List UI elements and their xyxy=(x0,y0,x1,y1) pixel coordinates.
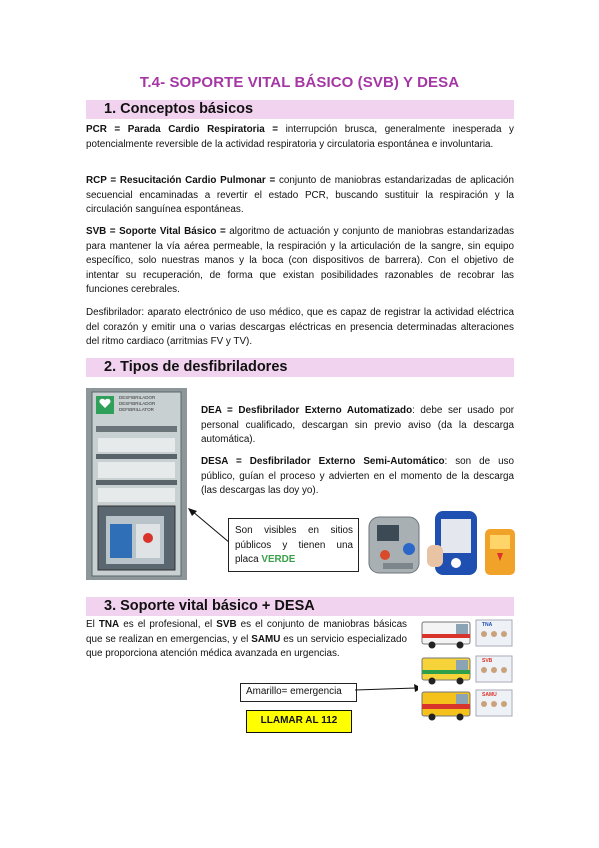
term-svb: SVB = Soporte Vital Básico = xyxy=(86,226,226,237)
svb-desa-text: es el profesional, el xyxy=(119,619,217,630)
callout-text xyxy=(235,524,353,568)
term-pcr: PCR = Parada Cardio Respiratoria = xyxy=(86,124,279,135)
cabinet-label xyxy=(119,395,155,413)
ambulance-label-samu: SAMU xyxy=(482,692,497,698)
term-tna: TNA xyxy=(98,619,120,630)
callout-highlight: VERDE xyxy=(261,554,296,565)
section-heading-soporte xyxy=(86,597,514,616)
defibrillator-devices-photo xyxy=(363,505,521,583)
callout-box xyxy=(228,518,359,572)
definition-desa: : son de uso público, guían el proceso y advierten en el momento de la descarga (las descargas las doy yo). xyxy=(201,456,514,497)
definition-pcr: interrupción brusca, generalmente inesperada y potencialmente reversible de la actividad respiratoria y circulatoria espontánea e involuntaria. xyxy=(86,124,514,150)
term-rcp: RCP = Resucitación Cardio Pulmonar = xyxy=(86,175,276,186)
ambulance-label-tna: TNA xyxy=(482,622,493,628)
svb-desa-text: El xyxy=(86,619,99,630)
section-heading-label: 2. Tipos de desfibriladores xyxy=(104,359,288,375)
paragraph-svb xyxy=(86,225,514,298)
definition-rcp: conjunto de maniobras estandarizadas de aplicación secuencial encaminadas a revertir el estado PCR, buscando sustituir la respiración y la circulación sanguínea espontáneas. xyxy=(86,175,514,216)
svb-desa-text: es un servicio especializado que proporciona atención médica avanzada en urgencias. xyxy=(86,633,407,660)
paragraph-pcr xyxy=(86,123,514,152)
cabinet-label-line: DEFIBRILLATOR xyxy=(119,407,154,412)
term-dea: DEA = Desfibrilador Externo Automatizado xyxy=(201,405,413,416)
ambulances-photo xyxy=(418,616,516,726)
section-heading-label: 3. Soporte vital básico + DESA xyxy=(104,598,315,614)
amarillo-box xyxy=(240,683,357,702)
paragraph-dea xyxy=(201,404,514,448)
cabinet-label-line: DESFIBRILADOR xyxy=(119,395,156,400)
term-desa: DESA = Desfibrilador Externo Semi-Automático xyxy=(201,456,445,467)
callout-text-body: Son visibles en sitios públicos y tienen una placa xyxy=(235,525,353,565)
cabinet-label-line: DESFIBRILADOR xyxy=(119,401,156,406)
amarillo-text: Amarillo= emergencia xyxy=(246,686,342,697)
arrow-amarillo xyxy=(354,682,424,696)
llamar-112-box xyxy=(246,710,352,733)
section-heading-tipos xyxy=(86,358,514,377)
definition-svb: algoritmo de actuación y conjunto de maniobras estandarizadas para mantener la vía aérea permeable, la respiración y la articulación de la sangre, sin equipo específico, solo nuestras manos y la boca (con dispositivos de barrera). Con el objetivo de intentar su recuperación, de forma que existan posibilidades razonables de recobrar las funciones cerebrales. xyxy=(86,226,515,296)
ambulance-label-svb: SVB xyxy=(482,658,493,664)
paragraph-rcp xyxy=(86,174,514,218)
paragraph-desfibrilador: Desfibrilador: aparato electrónico de uso médico, que es capaz de registrar la actividad eléctrica del corazón y emitir una o varias descargas eléctricas en presencia determinadas alteraciones del ritmo cardiaco (arritmias FV y TV). xyxy=(86,307,514,348)
section-heading-conceptos xyxy=(86,100,514,119)
svb-desa-text: es el conjunto de maniobras básicas que se realizan en emergencias, y el xyxy=(86,619,407,645)
llamar-112-text: LLAMAR AL 112 xyxy=(260,715,338,726)
section-heading-label: 1. Conceptos básicos xyxy=(104,101,254,117)
paragraph-desa xyxy=(201,455,514,499)
term-samu: SAMU xyxy=(251,633,281,645)
term-svb-short: SVB xyxy=(216,619,237,630)
defibrillator-devices-illustration xyxy=(363,505,521,583)
ambulances-illustration xyxy=(418,616,516,726)
page-title: T.4- SOPORTE VITAL BÁSICO (SVB) Y DESA xyxy=(139,74,460,91)
definition-dea: : debe ser usado por personal cualificado, descargan sin previo aviso (da la descarga automática). xyxy=(201,405,514,446)
paragraph-svb-desa xyxy=(86,618,407,662)
aed-cabinet-photo xyxy=(86,388,187,580)
aed-cabinet-illustration xyxy=(86,388,187,580)
